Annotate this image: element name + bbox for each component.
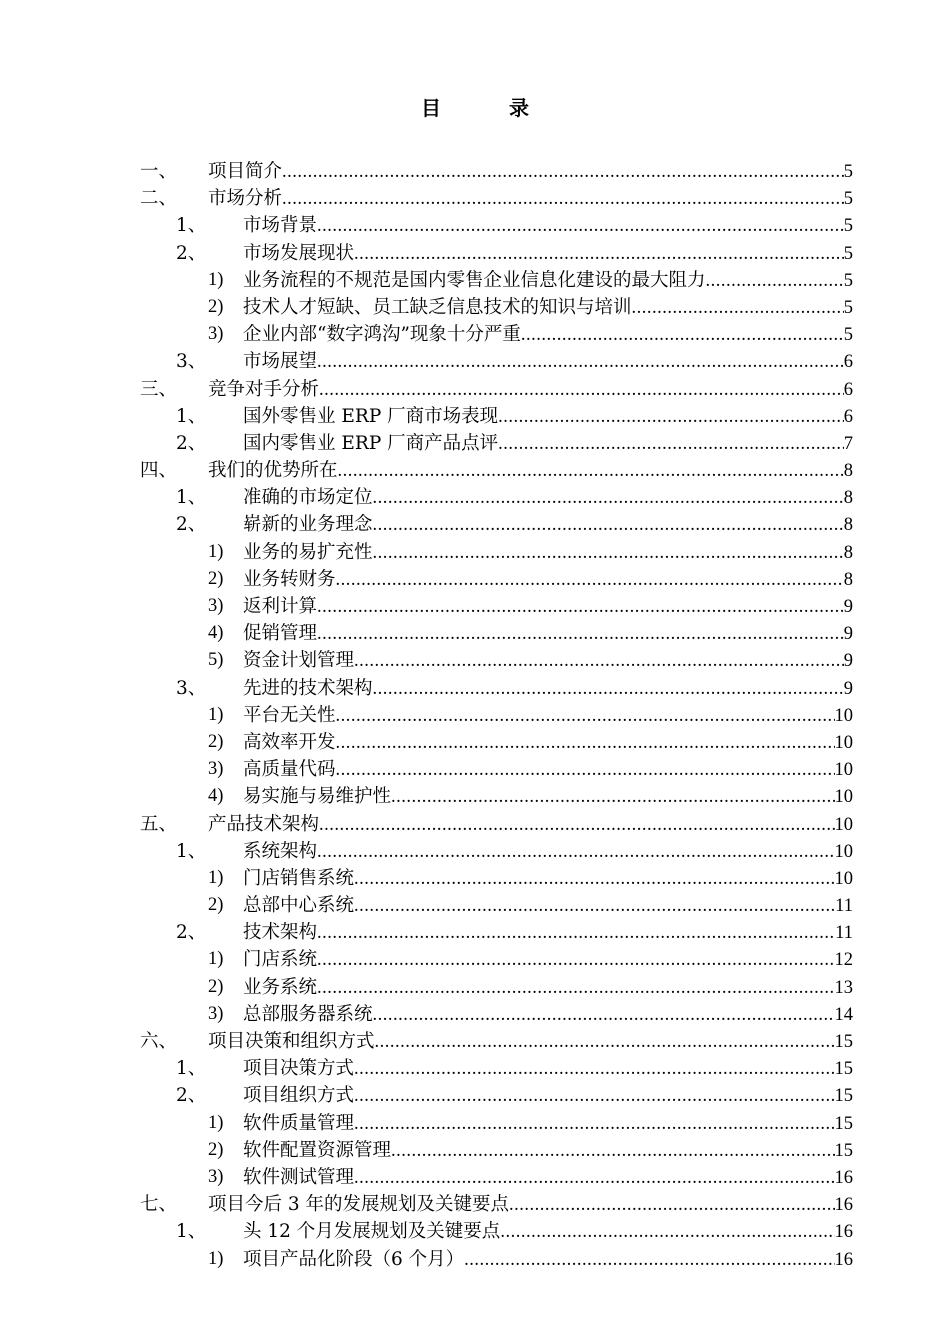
dot-leader [354,241,844,268]
toc-entry-line [243,484,853,512]
toc-entry-line [243,1164,853,1192]
toc-entry-number: 2、 [176,1085,207,1107]
toc-entry[interactable] [0,811,950,838]
dot-leader [391,784,834,811]
dot-leader [336,757,835,784]
dot-leader [336,567,844,594]
toc-entry-line [243,212,853,240]
dot-leader [317,213,844,240]
dot-leader [354,1111,834,1138]
toc-entry-line [243,321,853,349]
toc-entry-line [243,974,853,1002]
toc-entry-page-number: 6 [843,406,853,427]
dot-leader [500,1219,834,1246]
dot-leader [509,1192,834,1219]
toc-entry-line [243,1218,853,1246]
toc-entry-title: 项目产品化阶段（6 个月） [243,1248,465,1270]
toc-entry[interactable] [0,1082,950,1109]
toc-entry-line [243,783,853,811]
dot-leader [336,730,835,757]
toc-entry-line [243,647,853,675]
toc-entry-title: 市场发展现状 [243,242,355,264]
toc-entry-page-number: 11 [835,923,853,944]
toc-entry-page-number: 8 [843,488,853,509]
toc-entry-page-number: 10 [834,760,853,781]
toc-entry-number: 3) [208,1166,224,1187]
toc-entry-page-number: 12 [834,950,853,971]
toc-entry[interactable] [0,783,950,810]
dot-leader [373,1002,835,1029]
toc-entry[interactable] [0,294,950,321]
dot-leader [521,322,844,349]
toc-entry-title: 市场背景 [243,215,318,237]
toc-entry-title: 易实施与易维护性 [243,786,392,808]
toc-entry-page-number: 5 [843,243,853,264]
toc-entry-title: 业务系统 [243,976,318,998]
toc-entry-line [243,892,853,920]
toc-entry-number: 1、 [176,215,207,237]
toc-entry-title: 国内零售业 ERP 厂商产品点评 [243,432,499,454]
toc-entry-line [208,185,853,213]
dot-leader [354,648,844,675]
toc-entry-title: 业务的易扩充性 [243,541,373,563]
toc-entry-line [243,756,853,784]
toc-entry-line [243,566,853,594]
toc-entry-page-number: 16 [834,1195,853,1216]
dot-leader [498,404,844,431]
toc-entry-number: 1、 [176,1221,207,1243]
toc-entry-line [243,946,853,974]
toc-entry-number: 二、 [140,188,178,210]
toc-entry-page-number: 15 [834,1086,853,1107]
toc-entry[interactable] [0,185,950,212]
toc-title: 目 录 [421,96,553,120]
toc-entry-line [243,1001,853,1029]
toc-entry-page-number: 14 [834,1004,853,1025]
dot-leader [632,295,844,322]
toc-entry-page-number: 15 [834,1059,853,1080]
toc-entry[interactable] [0,1191,950,1218]
toc-entry-number: 3) [208,324,224,345]
toc-entry-title: 系统架构 [243,840,318,862]
toc-entry-number: 2) [208,568,224,589]
toc-entry[interactable] [0,348,950,375]
toc-entry-number: 2、 [176,432,207,454]
toc-entry-line [243,403,853,431]
toc-entry[interactable] [0,1110,950,1137]
toc-entry-number: 3) [208,1003,224,1024]
toc-entry[interactable] [0,376,950,403]
toc-entry-line [243,348,853,376]
toc-entry-title: 国外零售业 ERP 厂商市场表现 [243,405,499,427]
toc-entry-line [208,811,853,839]
toc-entry-page-number: 6 [843,379,853,400]
toc-entry-title: 业务流程的不规范是国内零售企业信息化建设的最大阻力 [243,269,706,291]
toc-entry-page-number: 5 [843,216,853,237]
toc-entry-title: 资金计划管理 [243,650,355,672]
toc-entry-title: 市场展望 [243,351,318,373]
toc-entry-title: 我们的优势所在 [208,460,338,482]
toc-entry-number: 2、 [176,514,207,536]
toc-entry-line [243,1137,853,1165]
dot-leader [317,621,844,648]
toc-entry[interactable] [0,1028,950,1055]
toc-entry[interactable] [0,974,950,1001]
toc-entry-page-number: 10 [834,787,853,808]
toc-entry-title: 软件配置资源管理 [243,1139,392,1161]
toc-entry[interactable] [0,892,950,919]
toc-entry-line [243,267,853,295]
toc-entry[interactable] [0,1001,950,1028]
toc-entry-line [243,430,853,458]
toc-entry-line [208,376,853,404]
toc-entry-title: 门店销售系统 [243,867,355,889]
toc-entry-number: 1) [208,704,224,725]
dot-leader [317,947,834,974]
toc-entry-page-number: 8 [843,461,853,482]
toc-entry-line [243,294,853,322]
toc-entry[interactable] [0,647,950,674]
toc-entry-page-number: 10 [834,705,853,726]
toc-entry[interactable] [0,158,950,185]
toc-entry-number: 5) [208,650,224,671]
toc-entry-page-number: 9 [843,651,853,672]
toc-entry-number: 2、 [176,922,207,944]
toc-entry-page-number: 5 [843,297,853,318]
dot-leader [373,540,844,567]
toc-entry-page-number: 16 [834,1167,853,1188]
toc-entry-page-number: 5 [843,270,853,291]
toc-entry-line [243,240,853,268]
toc-entry-number: 五、 [140,813,178,835]
toc-entry-number: 一、 [140,161,178,182]
toc-entry-title: 促销管理 [243,623,318,645]
toc-entry-title: 技术人才短缺、员工缺乏信息技术的知识与培训 [243,296,632,318]
toc-entry[interactable] [0,430,950,457]
toc-entry-page-number: 5 [843,325,853,346]
dot-leader [354,1056,834,1083]
toc-entry[interactable] [0,946,950,973]
toc-entry-number: 三、 [140,378,178,400]
toc-entry[interactable] [0,457,950,484]
dot-leader [338,458,844,485]
dot-leader [375,1029,835,1056]
toc-entry-number: 1) [208,1112,224,1133]
toc-entry[interactable] [0,484,950,511]
toc-entry-line [243,729,853,757]
dot-leader [373,512,844,539]
toc-entry[interactable] [0,865,950,892]
toc-entry-number: 1) [208,541,224,562]
toc-entry-title: 项目今后 3 年的发展规划及关键要点 [208,1194,510,1216]
toc-entry-number: 1) [208,867,224,888]
toc-entry[interactable] [0,403,950,430]
toc-entry-page-number: 9 [843,624,853,645]
dot-leader [317,920,835,947]
toc-entry-page-number: 6 [843,352,853,373]
toc-entry-title: 业务转财务 [243,568,336,590]
toc-entry-page-number: 10 [834,868,853,889]
toc-entry-number: 1、 [176,840,207,862]
toc-entry-line [208,1028,853,1056]
toc-entry-line [243,838,853,866]
toc-entry-title: 返利计算 [243,596,318,617]
toc-entry-number: 2) [208,976,224,997]
dot-leader [282,186,844,213]
toc-entry-line [208,1191,853,1219]
toc-entry-line [243,919,853,947]
toc-entry-page-number: 11 [835,896,853,917]
table-of-contents [0,158,950,1273]
toc-entry-title: 竞争对手分析 [208,378,320,400]
toc-entry-number: 1) [208,1248,224,1269]
toc-entry-number: 2) [208,731,224,752]
toc-entry[interactable] [0,1246,950,1273]
toc-entry-page-number: 7 [843,433,853,454]
toc-entry-page-number: 8 [843,569,853,590]
toc-entry-number: 2) [208,895,224,916]
toc-entry-page-number: 8 [843,542,853,563]
toc-entry-line [243,1082,853,1110]
toc-entry-number: 2) [208,1139,224,1160]
toc-entry-title: 高效率开发 [243,731,336,753]
toc-entry-number: 3、 [176,351,207,373]
toc-entry-number: 七、 [140,1194,178,1216]
dot-leader [282,159,844,186]
toc-entry[interactable] [0,539,950,566]
dot-leader [319,377,844,404]
toc-entry-page-number: 16 [834,1222,853,1243]
toc-entry-title: 企业内部“数字鸿沟”现象十分严重 [243,324,521,346]
toc-entry-line [243,593,853,621]
toc-entry-page-number: 15 [834,1140,853,1161]
toc-entry[interactable] [0,212,950,239]
toc-entry-number: 六、 [140,1031,178,1052]
toc-entry-title: 平台无关性 [243,704,336,726]
toc-entry-title: 准确的市场定位 [243,487,373,509]
toc-entry-title: 项目决策方式 [243,1058,355,1080]
toc-entry-page-number: 10 [834,814,853,835]
toc-entry-number: 1) [208,949,224,970]
toc-entry[interactable] [0,511,950,538]
dot-leader [706,268,844,295]
toc-entry[interactable] [0,593,950,620]
toc-entry-page-number: 15 [834,1113,853,1134]
toc-entry-title: 门店系统 [243,949,318,971]
toc-entry-title: 项目决策和组织方式 [208,1031,375,1052]
toc-entry-number: 2) [208,296,224,317]
toc-entry-line [243,1246,853,1274]
toc-entry-line [208,158,853,186]
toc-entry-page-number: 10 [834,732,853,753]
toc-entry-line [243,1055,853,1083]
toc-entry-number: 1、 [176,1058,207,1080]
toc-entry-line [243,1110,853,1138]
toc-entry-title: 崭新的业务理念 [243,514,373,536]
toc-entry-page-number: 9 [843,678,853,699]
toc-entry-number: 3) [208,759,224,780]
toc-entry-page-number: 9 [843,597,853,617]
dot-leader [317,839,834,866]
toc-entry-title: 高质量代码 [243,759,336,781]
toc-entry-page-number: 13 [834,977,853,998]
dot-leader [373,676,844,703]
dot-leader [317,975,834,1002]
toc-entry-number: 3、 [176,677,207,699]
toc-entry-title: 总部服务器系统 [243,1003,373,1025]
toc-entry-number: 四、 [140,460,178,482]
toc-entry[interactable] [0,566,950,593]
toc-entry[interactable] [0,919,950,946]
dot-leader [317,594,844,621]
toc-entry-title: 先进的技术架构 [243,677,373,699]
dot-leader [464,1247,834,1274]
toc-entry[interactable] [0,1164,950,1191]
toc-entry[interactable] [0,702,950,729]
dot-leader [373,485,844,512]
toc-entry-title: 市场分析 [208,188,283,210]
toc-entry-number: 4) [208,786,224,807]
toc-entry-page-number: 10 [834,841,853,862]
toc-entry[interactable] [0,675,950,702]
dot-leader [498,431,844,458]
toc-entry-number: 3) [208,596,224,616]
toc-entry[interactable] [0,321,950,348]
toc-entry-title: 项目简介 [208,161,283,182]
toc-entry-number: 4) [208,623,224,644]
toc-entry-title: 产品技术架构 [208,813,320,835]
toc-entry-page-number: 5 [843,189,853,210]
toc-entry[interactable] [0,1137,950,1164]
toc-entry[interactable] [0,267,950,294]
toc-entry[interactable] [0,756,950,783]
toc-entry-title: 项目组织方式 [243,1085,355,1107]
toc-entry-page-number: 16 [834,1249,853,1270]
toc-entry-line [243,865,853,893]
toc-entry[interactable] [0,620,950,647]
dot-leader [317,349,844,376]
toc-entry[interactable] [0,1218,950,1245]
toc-entry-title: 软件测试管理 [243,1166,355,1188]
dot-leader [354,866,834,893]
toc-entry-number: 1、 [176,487,207,509]
toc-entry-line [208,457,853,485]
toc-entry-number: 2、 [176,242,207,264]
toc-entry-number: 1、 [176,405,207,427]
dot-leader [354,1165,834,1192]
dot-leader [336,703,835,730]
toc-entry-title: 技术架构 [243,922,318,944]
toc-entry-line [243,620,853,648]
toc-entry[interactable] [0,1055,950,1082]
dot-leader [391,1138,834,1165]
toc-entry[interactable] [0,240,950,267]
toc-entry[interactable] [0,838,950,865]
toc-entry-page-number: 8 [843,515,853,536]
toc-entry-line [243,539,853,567]
toc-entry-number: 1) [208,269,224,290]
toc-entry-title: 头 12 个月发展规划及关键要点 [243,1221,501,1243]
toc-entry[interactable] [0,729,950,756]
toc-entry-line [243,675,853,703]
toc-entry-page-number: 5 [843,162,853,182]
toc-entry-line [243,702,853,730]
dot-leader [354,893,835,920]
toc-entry-line [243,511,853,539]
toc-entry-page-number: 15 [834,1032,853,1052]
toc-entry-title: 软件质量管理 [243,1112,355,1134]
dot-leader [354,1083,834,1110]
toc-entry-title: 总部中心系统 [243,895,355,917]
dot-leader [319,812,834,839]
